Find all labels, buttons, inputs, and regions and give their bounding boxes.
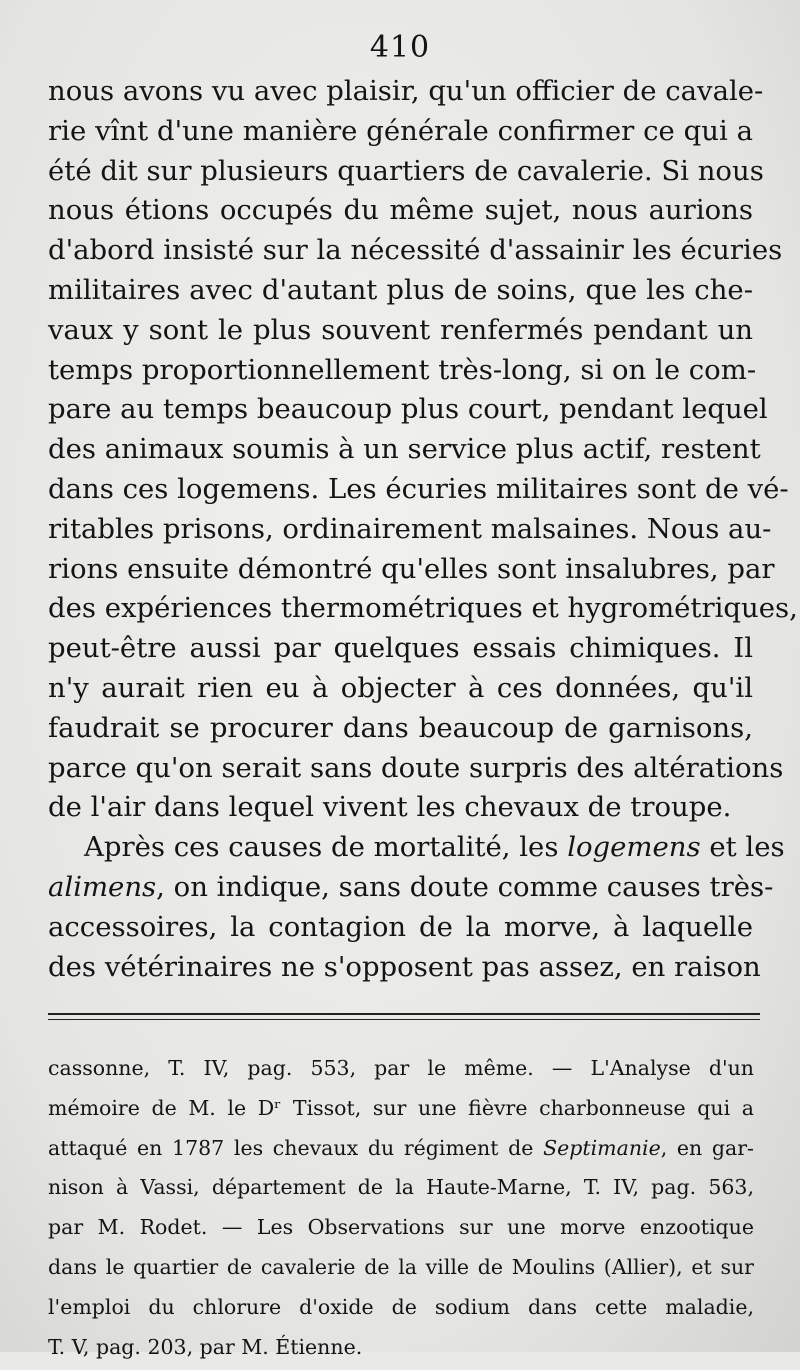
text-line: temps proportionnellement très-long, si on le com- — [48, 353, 757, 386]
italic-term: logemens — [567, 831, 701, 864]
text-line: des vétérinaires ne s'opposent pas assez, en raison — [48, 950, 761, 983]
paragraph-first-line — [48, 828, 785, 868]
text-run: et les — [700, 831, 785, 864]
text-line: n'y aurait rien eu à objecter à ces données, qu'il — [48, 671, 753, 704]
text-line: faudrait se procurer dans beaucoup de garnisons, — [48, 711, 753, 744]
footnote-divider — [48, 1013, 760, 1015]
text-line: été dit sur plusieurs quartiers de cavalerie. Si nous — [48, 154, 764, 187]
footnote-line: T. V, pag. 203, par M. Étienne. — [48, 1334, 363, 1359]
text-line: nous étions occupés du même sujet, nous aurions — [48, 194, 753, 227]
text-line — [48, 868, 774, 908]
text-line: rions ensuite démontré qu'elles sont insalubres, par — [48, 552, 775, 585]
footnote-divider-thin — [48, 1019, 760, 1020]
text-run: , en gar- — [660, 1135, 754, 1160]
text-line: de l'air dans lequel vivent les chevaux de troupe. — [48, 791, 732, 824]
text-line: des animaux soumis à un service plus actif, restent — [48, 433, 761, 466]
text-line: parce qu'on serait sans doute surpris des altérations — [48, 751, 784, 784]
italic-term: alimens — [48, 870, 157, 903]
text-line: rie vînt d'une manière générale confirmer ce qui a — [48, 114, 753, 147]
main-text — [48, 72, 798, 987]
text-line: ritables prisons, ordinairement malsaines. Nous au- — [48, 512, 772, 545]
text-line: accessoires, la contagion de la morve, à laquelle — [48, 910, 753, 943]
footnote-line: l'emploi du chlorure d'oxide de sodium dans cette maladie, — [48, 1294, 754, 1319]
text-line: vaux y sont le plus souvent renfermés pendant un — [48, 313, 753, 346]
footnote-text — [48, 1052, 754, 1370]
page-number: 410 — [369, 30, 431, 65]
text-line: peut-être aussi par quelques essais chimiques. Il — [48, 632, 753, 665]
footnote-line: dans le quartier de cavalerie de la ville de Moulins (Allier), et sur — [48, 1254, 754, 1279]
text-run: attaqué en 1787 les chevaux du régiment de — [48, 1135, 544, 1160]
text-line: militaires avec d'autant plus de soins, que les che- — [48, 273, 753, 306]
text-line: nous avons vu avec plaisir, qu'un officier de cavale- — [48, 75, 764, 107]
footnote-line — [48, 1132, 754, 1172]
text-line: dans ces logemens. Les écuries militaires sont de vé- — [48, 472, 789, 505]
italic-term: Septimanie — [543, 1135, 661, 1160]
footnote-line: mémoire de M. le Dʳ Tissot, sur une fièvre charbonneuse qui a — [48, 1095, 754, 1120]
footnote-line: nison à Vassi, département de la Haute-Marne, T. IV, pag. 563, — [48, 1175, 754, 1200]
text-line: pare au temps beaucoup plus court, pendant lequel — [48, 393, 768, 426]
text-run: Après ces causes de mortalité, les — [84, 831, 568, 864]
footnote-line: cassonne, T. IV, pag. 553, par le même. — L'Analyse d'un — [48, 1056, 754, 1080]
text-line: d'abord insisté sur la nécessité d'assainir les écuries — [48, 234, 783, 267]
text-run: , on indique, sans doute comme causes très- — [156, 870, 774, 903]
footnote-line: par M. Rodet. — Les Observations sur une morve enzootique — [48, 1215, 754, 1240]
text-line: des expériences thermométriques et hygrométriques, — [48, 592, 798, 625]
